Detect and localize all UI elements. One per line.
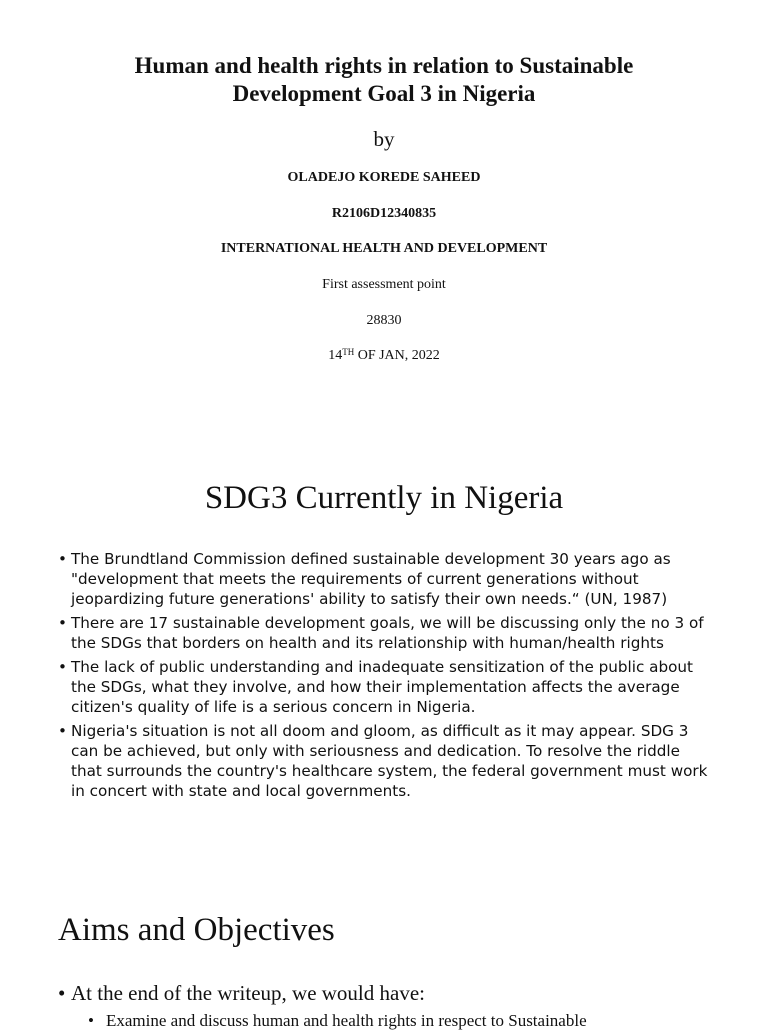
date-suffix: TH [342, 347, 355, 357]
sdg3-slide [0, 400, 768, 860]
cover-slide [0, 0, 768, 400]
list-item: • Nigeria's situation is not all doom and gloom, as difficult as it may appear. SDG 3 can be achieved, but only with seriousness and dedication. To resolve the riddle that surrounds the country's healthcare system, the federal government must work in concert with state and local governments. [58, 721, 710, 801]
by-label: by [373, 127, 395, 151]
sdg3-heading: SDG3 Currently in Nigeria [204, 480, 564, 516]
date-day: 14 [328, 348, 343, 363]
aims-heading: Aims and Objectives [58, 912, 335, 948]
submission-date [0, 347, 768, 365]
aims-slide [0, 860, 768, 1030]
student-id: R2106D12340835 [331, 206, 437, 221]
title-line-1: Human and health rights in relation to Sustainable [134, 53, 634, 78]
document-title [40, 52, 728, 108]
aims-sub-bullet: • Examine and discuss human and health rights in respect to Sustainable [88, 1010, 587, 1032]
date-rest: OF JAN, 2022 [354, 348, 440, 363]
sdg3-bullet-list [58, 549, 710, 805]
list-item: • There are 17 sustainable development goals, we will be discussing only the no 3 of the SDGs that borders on health and its relationship with human/health rights [58, 613, 710, 653]
course-name: INTERNATIONAL HEALTH AND DEVELOPMENT [220, 241, 548, 256]
assessment-number: 28830 [366, 313, 402, 328]
list-item: • The lack of public understanding and inadequate sensitization of the public about the SDGs, what they involve, and how their implementation affects the average citizen's quality of life is a serious concern in Nigeria. [58, 657, 710, 717]
title-line-2: Development Goal 3 in Nigeria [232, 81, 536, 106]
author-name: OLADEJO KOREDE SAHEED [287, 170, 481, 185]
assessment-label: First assessment point [322, 277, 446, 292]
aims-bullet: • At the end of the writeup, we would have: [58, 980, 425, 1006]
list-item: • The Brundtland Commission defined sustainable development 30 years ago as "development that meets the requirements of current generations without jeopardizing future generations' ability to satisfy their own needs.“ (UN, 1987) [58, 549, 710, 609]
